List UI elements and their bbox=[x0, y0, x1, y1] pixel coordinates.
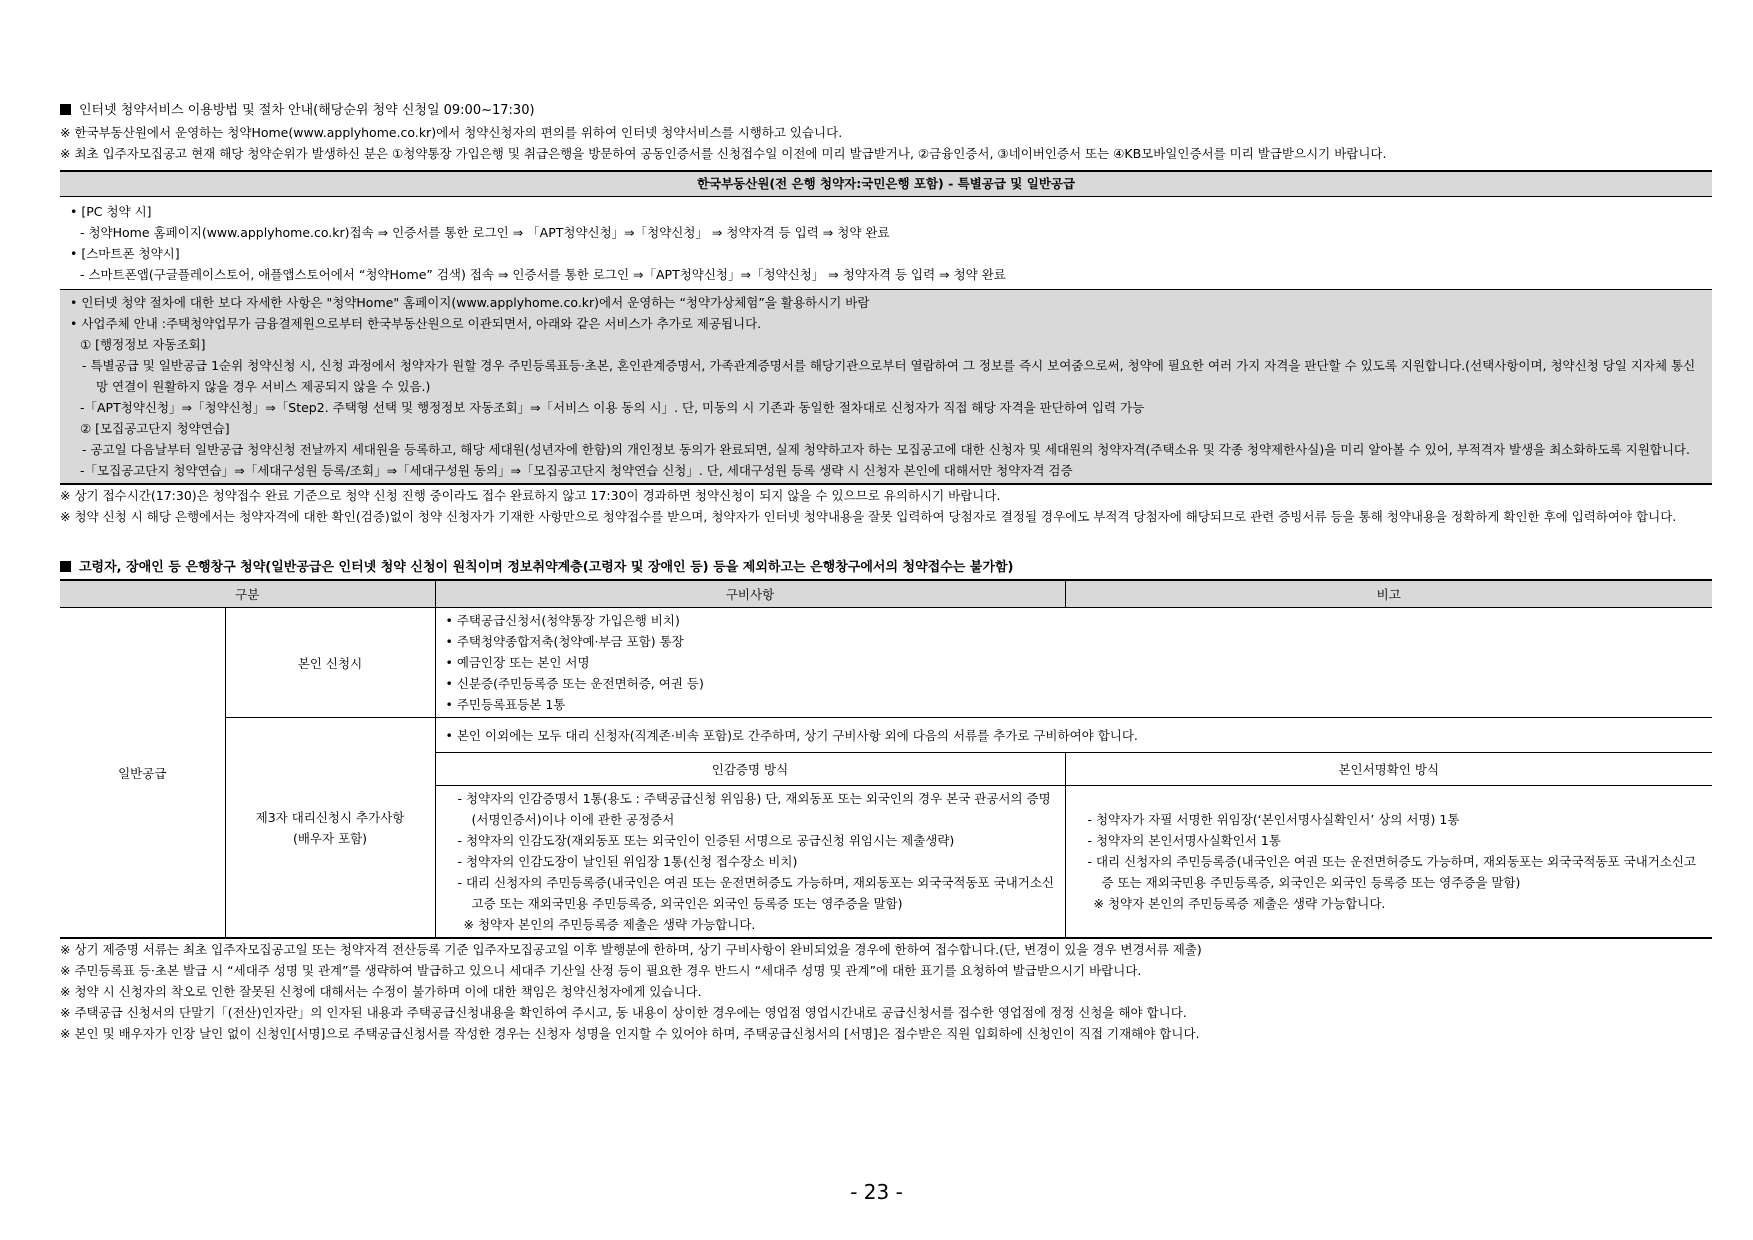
section1-heading: 인터넷 청약서비스 이용방법 및 절차 안내(해당순위 청약 신청일 09:00~17:30) bbox=[60, 100, 1712, 122]
row-general: 일반공급 bbox=[60, 608, 225, 939]
seal-note: ※ 청약자 본인의 주민등록증 제출은 생략 가능합니다. bbox=[463, 917, 756, 932]
practice-desc: - 공고일 다음날부터 일반공급 청약신청 전날까지 세대원을 등록하고, 해당 세대원(성년자에 한함)의 개인정보 동의가 완료되면, 실제 청약하고자 하는 모집공고에 대한 신청자 및 세대원의 청약자격(주택소유 및 각종 청약제한사실)을 미리 알아볼 수 있어, 부적격자 발생을 최소화하도록 지원합니다. bbox=[82, 442, 1690, 457]
seal-doc-3: - 청약자의 인감도장이 날인된 위임장 1통(신청 접수장소 비치) bbox=[457, 854, 798, 869]
bottom-note-5: ※ 본인 및 배우자가 인장 날인 없이 신청인[서명]으로 주택공급신청서를 작성한 경우는 신청자 성명을 인지할 수 있어야 하며, 주택공급신청서의 [서명]은 접수받은 직원 입회하에 신청인이 직접 기재해야 합니다. bbox=[60, 1026, 1200, 1041]
sign-docs-cell bbox=[1065, 786, 1712, 939]
list-item: • 주민등록표등본 1통 bbox=[445, 697, 566, 712]
section1-note-2: ※ 최초 입주자모집공고 현재 해당 청약순위가 발생하신 분은 ①청약통장 가입은행 및 취급은행을 방문하여 공동인증서를 신청접수일 이전에 미리 발급받거나, ②금융인증서, ③네이버인증서 또는 ④KB모바일인증서를 미리 발급받으시기 바랍니다. bbox=[60, 146, 1387, 161]
online-steps-box bbox=[60, 197, 1712, 290]
row-proxy-line2: (배우자 포함) bbox=[292, 830, 368, 846]
row-self: 본인 신청시 bbox=[225, 608, 435, 718]
admin-desc: - 특별공급 및 일반공급 1순위 청약신청 시, 신청 과정에서 청약자가 원할 경우 주민등록표등·초본, 혼인관계증명서, 가족관계증명서를 해당기관으로부터 열람하여 그 정보를 즉시 보여줌으로써, 청약에 필요한 여러 가지 자격을 판단할 수 있도록 지원합니다.(선택사항이며, 청약신청 당일 지자체 통신망 연결이 원활하지 않을 경우 서비스 제공되지 않을 수 있음.) bbox=[82, 358, 1696, 394]
online-box-title: 한국부동산원(전 은행 청약자:국민은행 포함) - 특별공급 및 일반공급 bbox=[60, 170, 1712, 197]
after-note-2: ※ 청약 신청 시 해당 은행에서는 청약자격에 대한 확인(검증)없이 청약 신청자가 기재한 사항만으로 청약접수를 받으며, 청약자가 인터넷 청약내용을 잘못 입력하여 당첨자로 결정될 경우에도 부적격 당첨자에 해당되므로 관련 증빙서류 등을 통해 청약내용을 정확하게 확인한 후에 입력하여야 합니다. bbox=[60, 509, 1677, 524]
bottom-note-1: ※ 상기 제증명 서류는 최초 입주자모집공고일 또는 청약자격 전산등록 기준 입주자모집공고일 이후 발행분에 한하며, 상기 구비사항이 완비되었을 경우에 한하여 접수합니다.(단, 변경이 있을 경우 변경서류 제출) bbox=[60, 942, 1202, 957]
col-category: 구분 bbox=[60, 580, 435, 608]
col-docs: 구비사항 bbox=[435, 580, 1065, 608]
pc-steps: - 청약Home 홈페이지(www.applyhome.co.kr)접속 ⇒ 인증서를 통한 로그인 ⇒ 「APT청약신청」⇒「청약신청」 ⇒ 청약자격 등 입력 ⇒ 청약 완료 bbox=[80, 225, 890, 240]
seal-method-header: 인감증명 방식 bbox=[435, 753, 1065, 786]
page-number: - 23 - bbox=[850, 1180, 903, 1204]
table-header-row bbox=[60, 580, 1712, 608]
sign-note: ※ 청약자 본인의 주민등록증 제출은 생략 가능합니다. bbox=[1093, 896, 1386, 911]
col-remarks: 비고 bbox=[1065, 580, 1712, 608]
practice-title: ② [모집공고단지 청약연습] bbox=[80, 421, 230, 436]
list-item: • 신분증(주민등록증 또는 운전면허증, 여권 등) bbox=[445, 676, 704, 691]
list-item: • 주택공급신청서(청약통장 가입은행 비치) bbox=[445, 613, 680, 628]
document-page bbox=[60, 100, 1712, 1044]
seal-doc-2: - 청약자의 인감도장(재외동포 또는 외국인이 인증된 서명으로 공급신청 위임시는 제출생략) bbox=[457, 833, 955, 848]
list-item: • 예금인장 또는 본인 서명 bbox=[445, 655, 590, 670]
table-row-self bbox=[60, 608, 1712, 718]
bottom-note-2: ※ 주민등록표 등·초본 발급 시 “세대주 성명 및 관계”를 생략하여 발급하고 있으니 세대주 기산일 산정 등이 필요한 경우 반드시 “세대주 성명 및 관계”에 대한 표기를 요청하여 발급받으시기 바랍니다. bbox=[60, 963, 1142, 978]
square-bullet-icon bbox=[60, 104, 71, 115]
mobile-steps: - 스마트폰앱(구글플레이스토어, 애플앱스토어에서 “청약Home” 검색) 접속 ⇒ 인증서를 통한 로그인 ⇒「APT청약신청」⇒「청약신청」 ⇒ 청약자격 등 입력 ⇒ 청약 완료 bbox=[80, 267, 1006, 282]
admin-title: ① [행정정보 자동조회] bbox=[80, 337, 206, 352]
sign-doc-2: - 청약자의 본인서명사실확인서 1통 bbox=[1087, 833, 1281, 848]
section1-note-1: ※ 한국부동산원에서 운영하는 청약Home(www.applyhome.co.kr)에서 청약신청자의 편의를 위하여 인터넷 청약서비스를 시행하고 있습니다. bbox=[60, 125, 843, 140]
gray-line-2: • 사업주체 안내 :주택청약업무가 금융결제원으로부터 한국부동산원으로 이관되면서, 아래와 같은 서비스가 추가로 제공됩니다. bbox=[70, 316, 762, 331]
seal-doc-1: - 청약자의 인감증명서 1통(용도 : 주택공급신청 위임용) 단, 재외동포 또는 외국인의 경우 본국 관공서의 증명(서명인증서)이나 이에 관한 공정증서 bbox=[457, 791, 1051, 827]
seal-docs-cell bbox=[435, 786, 1065, 939]
seal-doc-4: - 대리 신청자의 주민등록증(내국인은 여권 또는 운전면허증도 가능하며, 재외동포는 외국국적동포 국내거소신고증 또는 재외국민용 주민등록증, 외국인은 외국인 등록증 또는 영주증을 말함) bbox=[457, 875, 1054, 911]
sign-doc-3: - 대리 신청자의 주민등록증(내국인은 여권 또는 운전면허증도 가능하며, 재외동포는 외국국적동포 국내거소신고증 또는 재외국민용 주민등록증, 외국인은 외국인 등록증 또는 영주증을 말함) bbox=[1087, 854, 1697, 890]
proxy-intro: • 본인 이외에는 모두 대리 신청자(직계존·비속 포함)로 간주하며, 상기 구비사항 외에 다음의 서류를 추가로 구비하여야 합니다. bbox=[435, 718, 1712, 753]
list-item: • 주택청약종합저축(청약예·부금 포함) 통장 bbox=[445, 634, 684, 649]
gray-line-1: • 인터넷 청약 절차에 대한 보다 자세한 사항은 "청약Home" 홈페이지(www.applyhome.co.kr)에서 운영하는 “청약가상체험”을 활용하시기 바람 bbox=[70, 295, 870, 310]
bank-window-table bbox=[60, 579, 1712, 939]
service-info-box bbox=[60, 290, 1712, 485]
row-proxy-line1: 제3자 대리신청시 추가사항 bbox=[255, 809, 405, 825]
square-bullet-icon bbox=[60, 561, 71, 572]
table-row-proxy-intro bbox=[60, 718, 1712, 753]
sign-method-header: 본인서명확인 방식 bbox=[1065, 753, 1712, 786]
self-docs-cell bbox=[435, 608, 1712, 718]
row-proxy bbox=[225, 718, 435, 939]
section2-heading: 고령자, 장애인 등 은행창구 청약(일반공급은 인터넷 청약 신청이 원칙이며 정보취약계층(고령자 및 장애인 등) 등을 제외하고는 은행창구에서의 청약접수는 불가함) bbox=[60, 557, 1712, 579]
after-note-1: ※ 상기 접수시간(17:30)은 청약접수 완료 기준으로 청약 신청 진행 중이라도 접수 완료하지 않고 17:30이 경과하면 청약신청이 되지 않을 수 있으므로 유의하시기 바랍니다. bbox=[60, 488, 1001, 503]
bottom-note-3: ※ 청약 시 신청자의 착오로 인한 잘못된 신청에 대해서는 수정이 불가하며 이에 대한 책임은 청약신청자에게 있습니다. bbox=[60, 984, 702, 999]
mobile-label: • [스마트폰 청약시] bbox=[70, 246, 180, 261]
sign-doc-1: - 청약자가 자필 서명한 위임장(‘본인서명사실확인서’ 상의 서명) 1통 bbox=[1087, 812, 1460, 827]
bottom-note-4: ※ 주택공급 신청서의 단말기「(전산)인자란」의 인자된 내용과 주택공급신청내용을 확인하여 주시고, 동 내용이 상이한 경우에는 영업점 영업시간내로 공급신청서를 접수한 영업점에 정정 신청을 해야 합니다. bbox=[60, 1005, 1187, 1020]
pc-label: • [PC 청약 시] bbox=[70, 204, 152, 219]
practice-path: -「모집공고단지 청약연습」⇒「세대구성원 등록/조회」⇒「세대구성원 동의」⇒「모집공고단지 청약연습 신청」. 단, 세대구성원 등록 생략 시 신청자 본인에 대해서만 청약자격 검증 bbox=[80, 463, 1073, 478]
self-docs-list bbox=[446, 610, 1703, 715]
admin-path: -「APT청약신청」⇒「청약신청」⇒「Step2. 주택형 선택 및 행정정보 자동조회」⇒「서비스 이용 동의 시」. 단, 미동의 시 기존과 동일한 절차대로 신청자가 직접 해당 자격을 판단하여 입력 가능 bbox=[80, 400, 1145, 415]
